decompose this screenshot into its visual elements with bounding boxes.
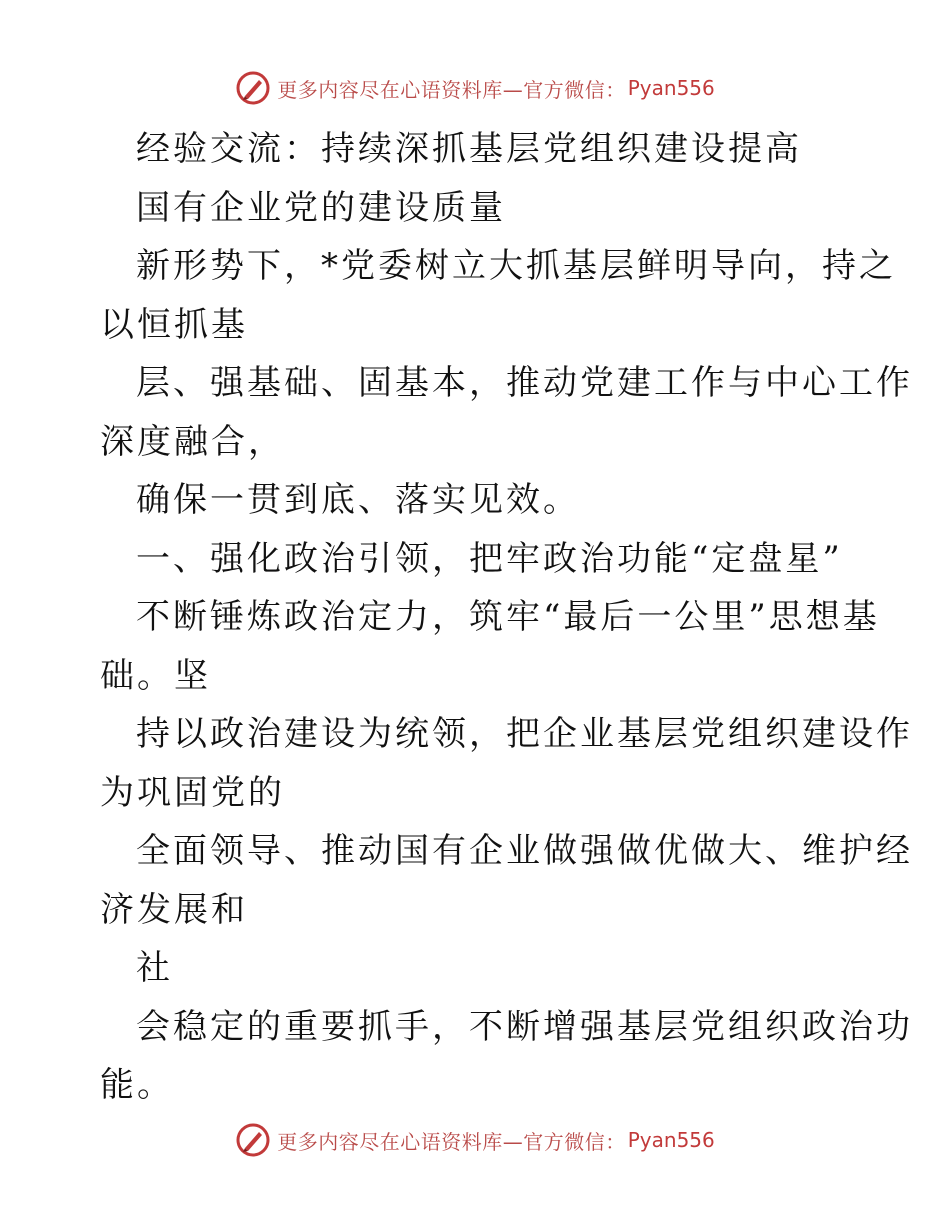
text-line: 以恒抓基 [100, 304, 248, 345]
watermark-text: 更多内容尽在心语资料库—官方微信： [277, 1129, 626, 1154]
text-line: 确保一贯到底、落实见效。 [136, 480, 580, 520]
text-line: 新形势下，*党委树立大抓基层鲜明导向，持之 [136, 246, 896, 286]
text-line: 持以政治建设为统领，把企业基层党组织建设作 [136, 714, 913, 754]
text-line: 为巩固党的 [100, 772, 285, 813]
text-line: 全面领导、推动国有企业做强做优做大、维护经 [136, 831, 913, 871]
pen-logo-icon [235, 70, 271, 106]
text-line: 济发展和 [100, 889, 248, 930]
watermark-wechat-id: Pyan556 [627, 1128, 715, 1152]
text-line: 深度融合， [100, 421, 285, 462]
pen-logo-icon [235, 1122, 271, 1158]
text-line: 层、强基础、固基本，推动党建工作与中心工作 [136, 363, 913, 403]
watermark-wechat-id: Pyan556 [627, 76, 715, 100]
text-line: 国有企业党的建设质量 [136, 187, 506, 228]
text-line: 不断锤炼政治定力，筑牢“最后一公里”思想基 [136, 597, 880, 637]
document-body [100, 120, 913, 1115]
header-watermark [0, 68, 950, 108]
footer-watermark [0, 1120, 950, 1160]
text-line: 经验交流：持续深抓基层党组织建设提高 [136, 129, 802, 169]
text-line: 础。坚 [100, 655, 211, 696]
watermark-text: 更多内容尽在心语资料库—官方微信： [277, 77, 626, 102]
text-line: 能。 [100, 1065, 174, 1105]
text-line: 社 [136, 948, 173, 988]
text-line: 一、强化政治引领，把牢政治功能“定盘星” [136, 538, 843, 579]
text-line: 会稳定的重要抓手，不断增强基层党组织政治功 [136, 1006, 913, 1047]
